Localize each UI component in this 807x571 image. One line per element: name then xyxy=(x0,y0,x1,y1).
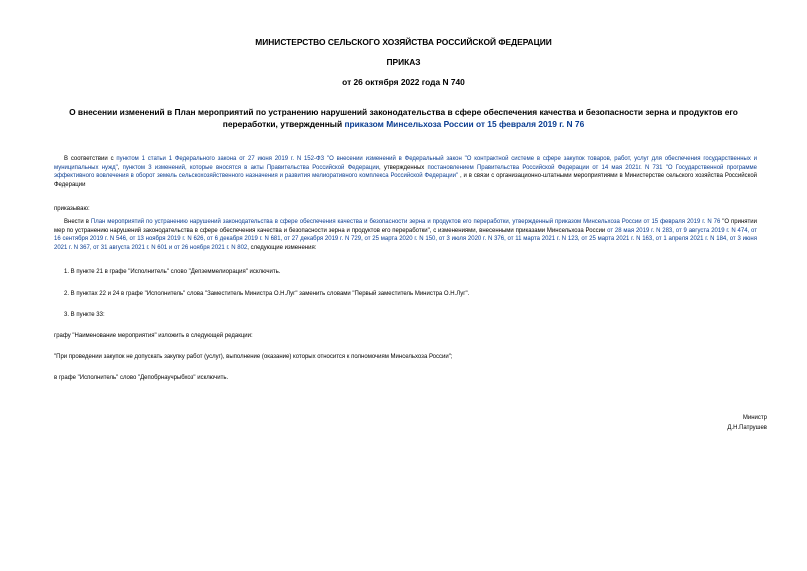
body-text-1: Внести в xyxy=(64,219,91,225)
order-word: приказываю: xyxy=(54,206,90,212)
preamble-link-changes[interactable]: пунктом 3 изменений, которые вносятся в акты Правительства Российской Федерации xyxy=(122,164,380,171)
title-text: О внесении изменений в План мероприятий по устранению нарушений законодательства в сфере обеспечения качества и безопасности зерна и продуктов его переработки, утвержденный xyxy=(69,107,738,129)
title-link[interactable]: приказом Минсельхоза России от 15 февраля 2019 г. N 76 xyxy=(344,119,585,129)
document-title xyxy=(62,106,745,130)
document-date: от 26 октября 2022 года N 740 xyxy=(342,77,465,87)
body-link-plan[interactable]: План мероприятий по устранению нарушений законодательства в сфере обеспечения качества и безопасности зерна и продуктов его переработки, утвержденный приказом Минсельхоза России от 15 февраля 2019 г. N 76 xyxy=(90,219,721,225)
preamble-link-law[interactable]: пунктом 1 статьи 1 Федерального закона от 27 июня 2019 г. N 152-ФЗ "О внесении изменений в Федеральный закон "О контрактной системе в сфере закупок товаров, работ, услуг для обеспечения государственных и муниципальных нужд" xyxy=(54,156,758,171)
signature-name: Д.Н.Патрушев xyxy=(727,425,767,431)
body-text-3: , следующие изменения: xyxy=(247,244,317,251)
preamble-text-3: , утвержденных xyxy=(379,164,428,171)
body-paragraph xyxy=(54,218,757,252)
signature-position: Министр xyxy=(742,415,767,421)
preamble-paragraph xyxy=(54,155,757,189)
body-link-amendments[interactable]: от 28 мая 2019 г. N 283, от 9 августа 2019 г. N 474, от 16 сентября 2019 г. N 546, от 13 ноября 2019 г. N 626, от 6 декабря 2019 г. N 681, от 27 декабря 2019 г. N 729, от 25 марта 2020 г. N 150, от 3 июля 2020 г. N 376, от 11 марта 2021 г. N 123, от 25 марта 2021 г. N 163, от 1 апреля 2021 г. N 184, от 3 июня 2021 г. N 367, от 31 августа 2021 г. N 601 и от 26 ноября 2021 г. N 802 xyxy=(54,227,757,251)
preamble-text-1: В соответствии с xyxy=(64,156,117,162)
sub-item: графу "Наименование мероприятия" изложить в следующей редакции: xyxy=(54,333,253,339)
sub-item: в графе "Исполнитель" слово "Депобрнаучрыбхоз" исключить. xyxy=(54,375,229,381)
list-item: 3. В пункте 33: xyxy=(64,312,105,318)
ministry-name: МИНИСТЕРСТВО СЕЛЬСКОГО ХОЗЯЙСТВА РОССИЙСКОЙ ФЕДЕРАЦИИ xyxy=(255,37,552,47)
document-type: ПРИКАЗ xyxy=(386,57,421,67)
list-item: 1. В пункте 21 в графе "Исполнитель" слово "Депземмелиорация" исключить. xyxy=(64,269,281,275)
sub-item: "При проведении закупок не допускать закупку работ (услуг), выполнение (оказание) которых относится к полномочиям Минсельхоза России"; xyxy=(54,354,453,360)
list-item: 2. В пунктах 22 и 24 в графе "Исполнитель" слова "Заместитель Министра О.Н.Луг" заменить словами "Первый заместитель Министра О.Н.Луг". xyxy=(64,291,470,297)
preamble-text-4: , и в связи с организационно-штатными мероприятиями в Министерстве сельского хозяйства Российской Федерации xyxy=(54,173,758,188)
preamble-text-2: , xyxy=(117,164,123,171)
body-text-2: "О принятии мер по устранению нарушений законодательства в сфере обеспечения качества и безопасности зерна и продуктов его переработки", с изменениями, внесенными приказами Минсельхоза России xyxy=(54,219,757,234)
preamble-link-resolution[interactable]: постановлением Правительства Российской Федерации от 14 мая 2021г. N 731 "О Государственной программе эффективного вовлечения в оборот земель сельскохозяйственного назначения и развития мелиоративного комплекса Российской Федерации" xyxy=(54,164,757,180)
